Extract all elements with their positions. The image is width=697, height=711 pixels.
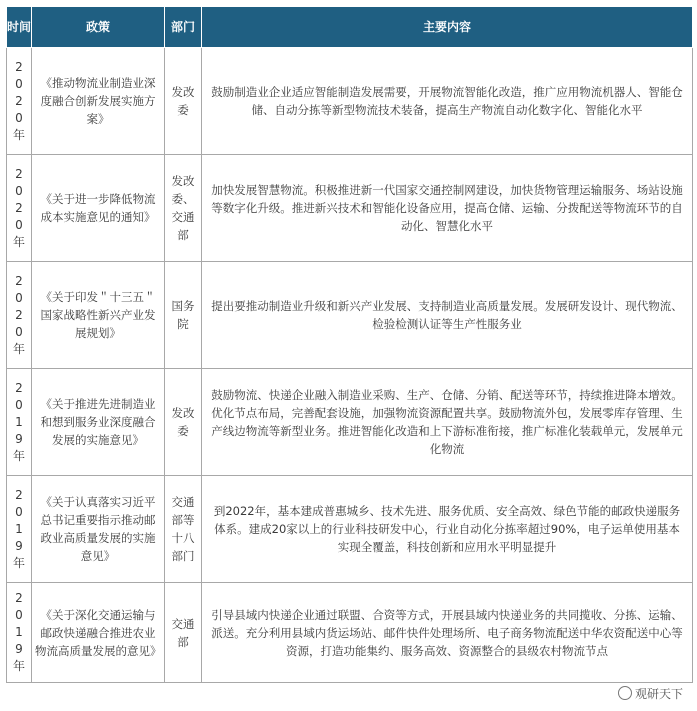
table-row — [7, 262, 693, 369]
dept-cell: 国务院 — [165, 262, 202, 369]
year-cell: 2 0 1 9 年 — [7, 583, 32, 683]
year-cell: 2 0 2 0 年 — [7, 262, 32, 369]
content-cell: 加快发展智慧物流。积极推进新一代国家交通控制网建设，加快货物管理运输服务、场站设施等数字化升级。推进新兴技术和智能化设备应用，提高仓储、运输、分拨配送等物流环节的自动化、智慧化水平 — [202, 155, 693, 262]
table-row — [7, 369, 693, 476]
header-row — [7, 7, 693, 48]
dept-cell: 交通部等十八部门 — [165, 476, 202, 583]
header-content: 主要内容 — [202, 7, 693, 48]
table-row — [7, 155, 693, 262]
header-dept: 部门 — [165, 7, 202, 48]
dept-cell: 交通部 — [165, 583, 202, 683]
policy-cell: 《关于认真落实习近平总书记重要指示推动邮政业高质量发展的实施意见》 — [32, 476, 165, 583]
content-cell: 引导县域内快递企业通过联盟、合资等方式，开展县域内快递业务的共同揽收、分拣、运输、派送。充分利用县域内货运场站、邮件快件处理场所、电子商务物流配送中华农资配送中心等资源，打造功能集约、服务高效、资源整合的县级农村物流节点 — [202, 583, 693, 683]
policy-cell: 《关于印发＂十三五＂国家战略性新兴产业发展规划》 — [32, 262, 165, 369]
policy-table — [6, 6, 693, 683]
year-cell: 2 0 1 9 年 — [7, 369, 32, 476]
table-row — [7, 48, 693, 155]
table-row — [7, 583, 693, 683]
content-cell: 鼓励制造业企业适应智能制造发展需要，开展物流智能化改造，推广应用物流机器人、智能仓储、自动分拣等新型物流技术装备，提高生产物流自动化数字化、智能化水平 — [202, 48, 693, 155]
dept-cell: 发改委 — [165, 369, 202, 476]
header-policy: 政策 — [32, 7, 165, 48]
dept-cell: 发改委 — [165, 48, 202, 155]
watermark-logo-icon — [618, 686, 632, 700]
watermark-text: 观研天下 — [634, 687, 683, 701]
policy-cell: 《推动物流业制造业深度融合创新发展实施方案》 — [32, 48, 165, 155]
header-time: 时间 — [7, 7, 32, 48]
policy-cell: 《关于深化交通运输与邮政快递融合推进农业物流高质量发展的意见》 — [32, 583, 165, 683]
watermark — [614, 684, 687, 703]
year-cell: 2 0 2 0 年 — [7, 48, 32, 155]
year-cell: 2 0 1 9 年 — [7, 476, 32, 583]
content-cell: 到2022年，基本建成普惠城乡、技术先进、服务优质、安全高效、绿色节能的邮政快递服务体系。建成20家以上的行业科技研发中心，行业自动化分拣率超过90%，电子运单使用基本实现全覆盖，科技创新和应用水平明显提升 — [202, 476, 693, 583]
policy-cell: 《关于进一步降低物流成本实施意见的通知》 — [32, 155, 165, 262]
content-cell: 鼓励物流、快递企业融入制造业采购、生产、仓储、分销、配送等环节，持续推进降本增效。优化节点布局，完善配套设施，加强物流资源配置共享。鼓励物流外包，发展零库存管理、生产线边物流等新型业务。推进智能化改造和上下游标准衔接，推广标准化装载单元，发展单元化物流 — [202, 369, 693, 476]
year-cell: 2 0 2 0 年 — [7, 155, 32, 262]
content-cell: 提出要推动制造业升级和新兴产业发展、支持制造业高质量发展。发展研发设计、现代物流、检验检测认证等生产性服务业 — [202, 262, 693, 369]
table-row — [7, 476, 693, 583]
policy-cell: 《关于推进先进制造业和想到服务业深度融合发展的实施意见》 — [32, 369, 165, 476]
dept-cell: 发改委、交通部 — [165, 155, 202, 262]
